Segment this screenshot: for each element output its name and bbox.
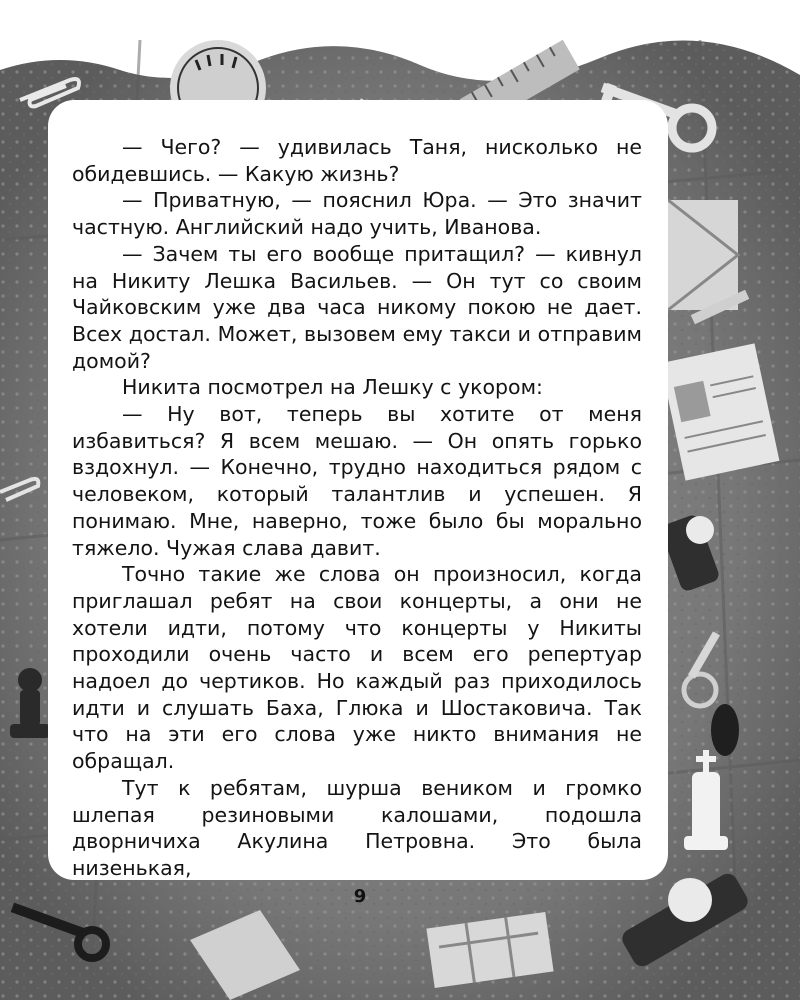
paragraph: Тут к ребятам, шурша веником и громко шлепая резиновыми калошами, подошла дворничиха Акулина Петровна. Это была низенькая, [72, 775, 642, 880]
paragraph: — Зачем ты его вообще притащил? — кивнул на Никиту Лешка Васильев. — Он тут со своим Чайковским уже два часа никому покою не дает. Всех достал. Может, вызовем ему такси и отправим домой? [72, 241, 642, 373]
envelope-icon [668, 200, 738, 310]
page-number: 9 [353, 886, 367, 907]
paragraph: — Чего? — удивилась Таня, нисколько не обидевшись. — Какую жизнь? [72, 135, 642, 186]
paragraph: — Ну вот, теперь вы хотите от меня избавиться? Я всем мешаю. — Он опять горько вздохнул. — Конечно, трудно находиться рядом с человеком, который талантлив и успешен. Я понимаю. Мне, наверно, тоже было бы морально тяжело. Чужая слава давит. [72, 402, 642, 560]
paragraph: Точно такие же слова он произносил, когда приглашал ребят на свои концерты, а они не хотели идти, потому что концерты у Никиты проходили очень часто и всем его репертуар надоел до чертиков. Но каждый раз приходилось идти и слушать Баха, Глюка и Шостаковича. Так что на эти его слова уже никто внимания не обращал. [72, 562, 642, 774]
story-text [72, 134, 642, 882]
paragraph: Никита посмотрел на Лешку с укором: [122, 375, 543, 400]
paragraph: — Приватную, — пояснил Юра. — Это значит частную. Английский надо учить, Иванова. [72, 188, 642, 240]
